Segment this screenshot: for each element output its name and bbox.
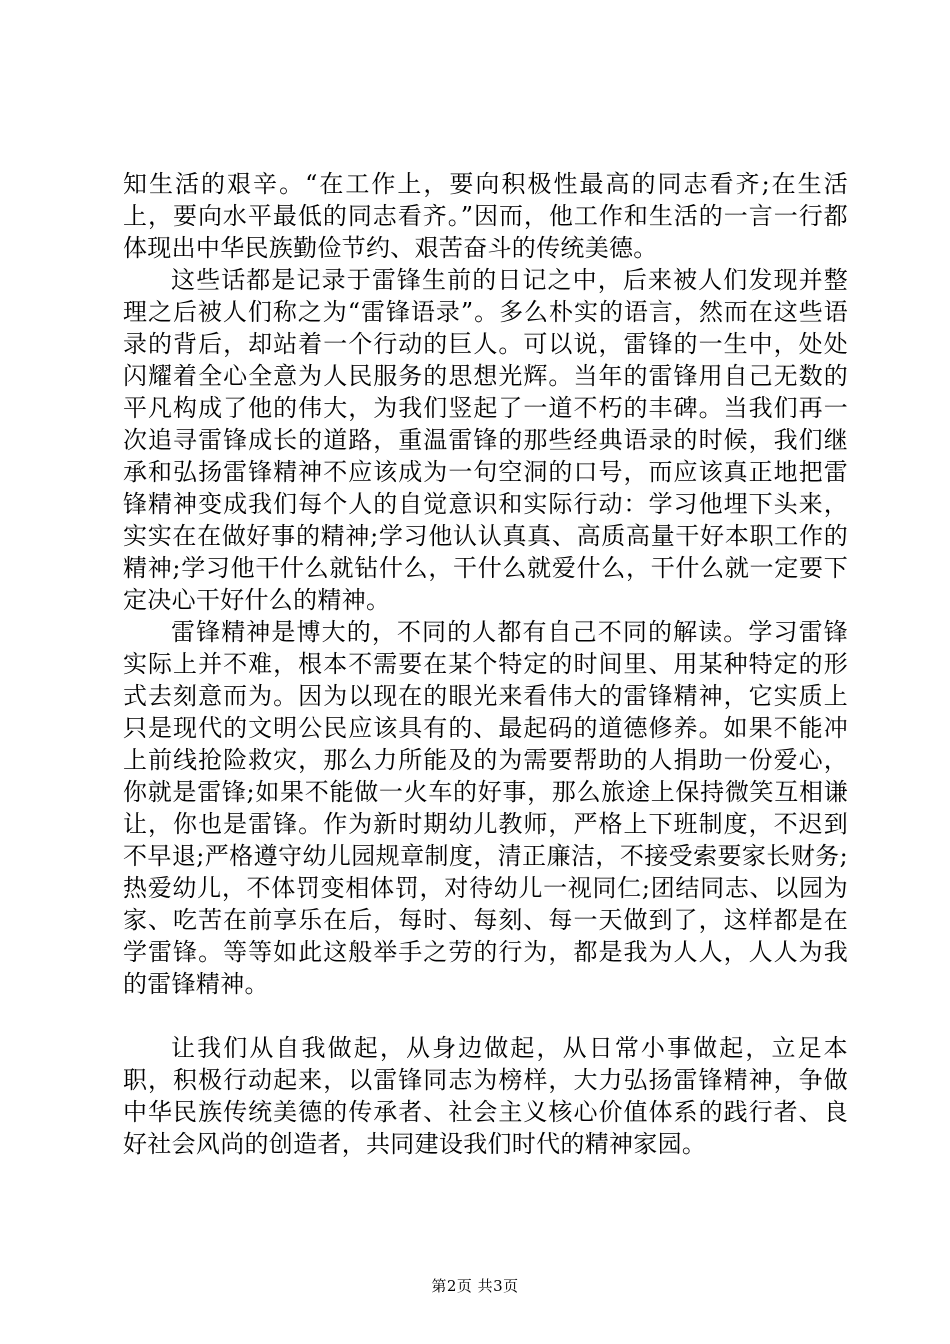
paragraph-continued: 知生活的艰辛。“在工作上，要向积极性最高的同志看齐;在生活上，要向水平最低的同志看齐。”因而，他工作和生活的一言一行都体现出中华民族勤俭节约、艰苦奋斗的传统美德。 [123,170,848,262]
paragraph-lei-feng-quotes: 这些话都是记录于雷锋生前的日记之中，后来被人们发现并整理之后被人们称之为“雷锋语录”。多么朴实的语言，然而在这些语录的背后，却站着一个行动的巨人。可以说，雷锋的一生中，处处闪耀着全心全意为人民服务的思想光辉。当年的雷锋用自己无数的平凡构成了他的伟大，为我们竖起了一道不朽的丰碑。当我们再一次追寻雷锋成长的道路，重温雷锋的那些经典语录的时候，我们继承和弘扬雷锋精神不应该成为一句空洞的口号，而应该真正地把雷锋精神变成我们每个人的自觉意识和实际行动：学习他埋下头来，实实在在做好事的精神;学习他认认真真、高质高量干好本职工作的精神;学习他干什么就钻什么，干什么就爱什么，干什么就一定要下定决心干好什么的精神。 [123,266,848,614]
paragraph-spacer [123,1000,848,1032]
paragraph-lei-feng-spirit: 雷锋精神是博大的，不同的人都有自己不同的解读。学习雷锋实际上并不难，根本不需要在某个特定的时间里、用某种特定的形式去刻意而为。因为以现在的眼光来看伟大的雷锋精神，它实质上只是现代的文明公民应该具有的、最起码的道德修养。如果不能冲上前线抢险救灾，那么力所能及的为需要帮助的人捐助一份爱心，你就是雷锋;如果不能做一火车的好事，那么旅途上保持微笑互相谦让，你也是雷锋。作为新时期幼儿教师，严格上下班制度，不迟到不早退;严格遵守幼儿园规章制度，清正廉洁，不接受索要家长财务;热爱幼儿，不体罚变相体罚，对待幼儿一视同仁;团结同志、以园为家、吃苦在前享乐在后，每时、每刻、每一天做到了，这样都是在学雷锋。等等如此这般举手之劳的行为，都是我为人人，人人为我的雷锋精神。 [123,618,848,998]
document-body [123,168,848,1160]
page-number-footer: 第2页 共3页 [431,1277,519,1295]
paragraph-call-to-action: 让我们从自我做起，从身边做起，从日常小事做起，立足本职，积极行动起来，以雷锋同志为榜样，大力弘扬雷锋精神，争做中华民族传统美德的传承者、社会主义核心价值体系的践行者、良好社会风尚的创造者，共同建设我们时代的精神家园。 [123,1034,848,1158]
